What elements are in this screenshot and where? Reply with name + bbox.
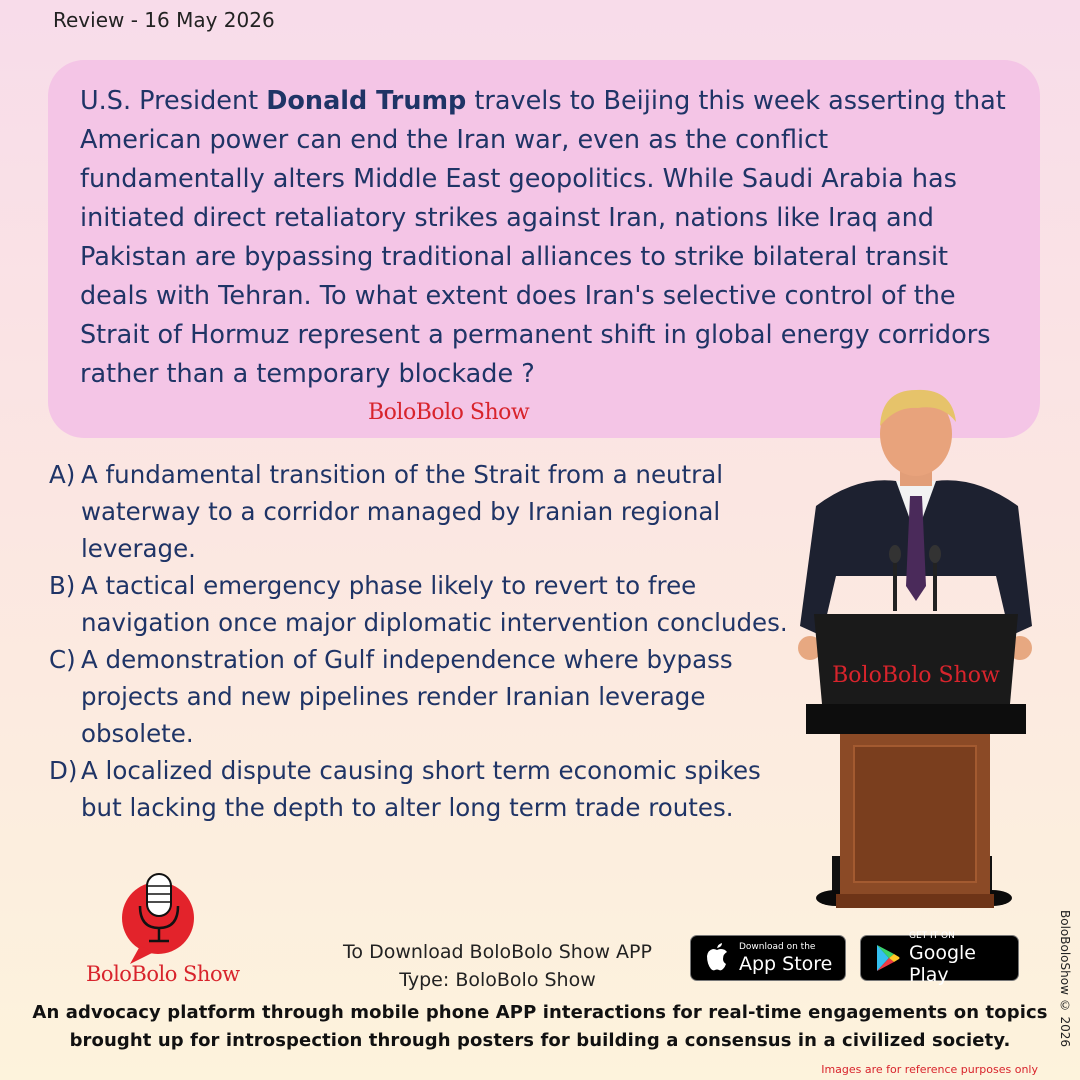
download-line-1: To Download BoloBolo Show APP [343,941,652,963]
podium-base [836,894,994,908]
app-store-small-label: Download on the [739,941,816,952]
copyright-label: BoloBoloShow © 2026 [1058,910,1072,1048]
microphone-right [929,545,941,563]
microphone-left [889,545,901,563]
podium-brand-label: BoloBolo Show [832,663,1000,688]
download-line-2: Type: BoloBolo Show [399,969,596,991]
question-card [48,60,1040,438]
disclaimer-label: Images are for reference purposes only [821,1063,1038,1076]
option-text: A demonstration of Gulf independence where bypass projects and new pipelines render Iranian leverage obsolete. [81,645,733,748]
option-text: A fundamental transition of the Strait from a neutral waterway to a corridor managed by Iranian regional leverage. [81,460,724,563]
question-prefix: U.S. President [80,86,267,116]
podium-ledge [806,704,1026,734]
podium-top [814,614,1018,704]
play-icon [871,942,903,974]
option-a[interactable] [49,456,809,567]
option-letter: A) [49,460,76,489]
question-name: Donald Trump [266,86,467,116]
apple-icon [701,942,733,974]
footer-tagline: An advocacy platform through mobile phone APP interactions for real-time engagements on topics brought up for introspection through posters for building a consensus in a civilized society. [32,1002,1048,1051]
review-date: Review - 16 May 2026 [53,8,275,32]
speaker-at-podium-illustration [796,386,1036,916]
podium-panel [854,746,976,882]
option-c[interactable] [49,641,809,752]
google-play-small-label: GET IT ON [909,930,955,941]
question-text [80,82,1010,394]
google-play-label: Google Play [909,941,977,986]
microphone-logo-icon [120,866,200,966]
google-play-button[interactable] [860,930,1019,986]
option-text: A tactical emergency phase likely to revert to free navigation once major diplomatic intervention concludes. [81,571,788,637]
app-store-button[interactable] [690,935,846,981]
answer-options [49,456,809,826]
app-store-label: App Store [739,952,833,975]
option-letter: C) [49,645,76,674]
option-letter: B) [49,571,76,600]
download-instructions [310,938,685,994]
option-d[interactable] [49,752,809,826]
question-suffix: travels to Beijing this week asserting that American power can end the Iran war, even as the conflict fundamentally alters Middle East geopolitics. While Saudi Arabia has initiated direct retaliatory strikes against Iran, nations like Iraq and Pakistan are bypassing traditional alliances to strike bilateral transit deals with Tehran. To what extent does Iran's selective control of the Strait of Hormuz represent a permanent shift in global energy corridors rather than a temporary blockade ? [80,86,1006,389]
option-b[interactable] [49,567,809,641]
logo-brand-label: BoloBolo Show [86,962,240,986]
option-letter: D) [49,756,78,785]
card-brand-label: BoloBolo Show [368,400,530,425]
option-text: A localized dispute causing short term economic spikes but lacking the depth to alter long term trade routes. [81,756,761,822]
